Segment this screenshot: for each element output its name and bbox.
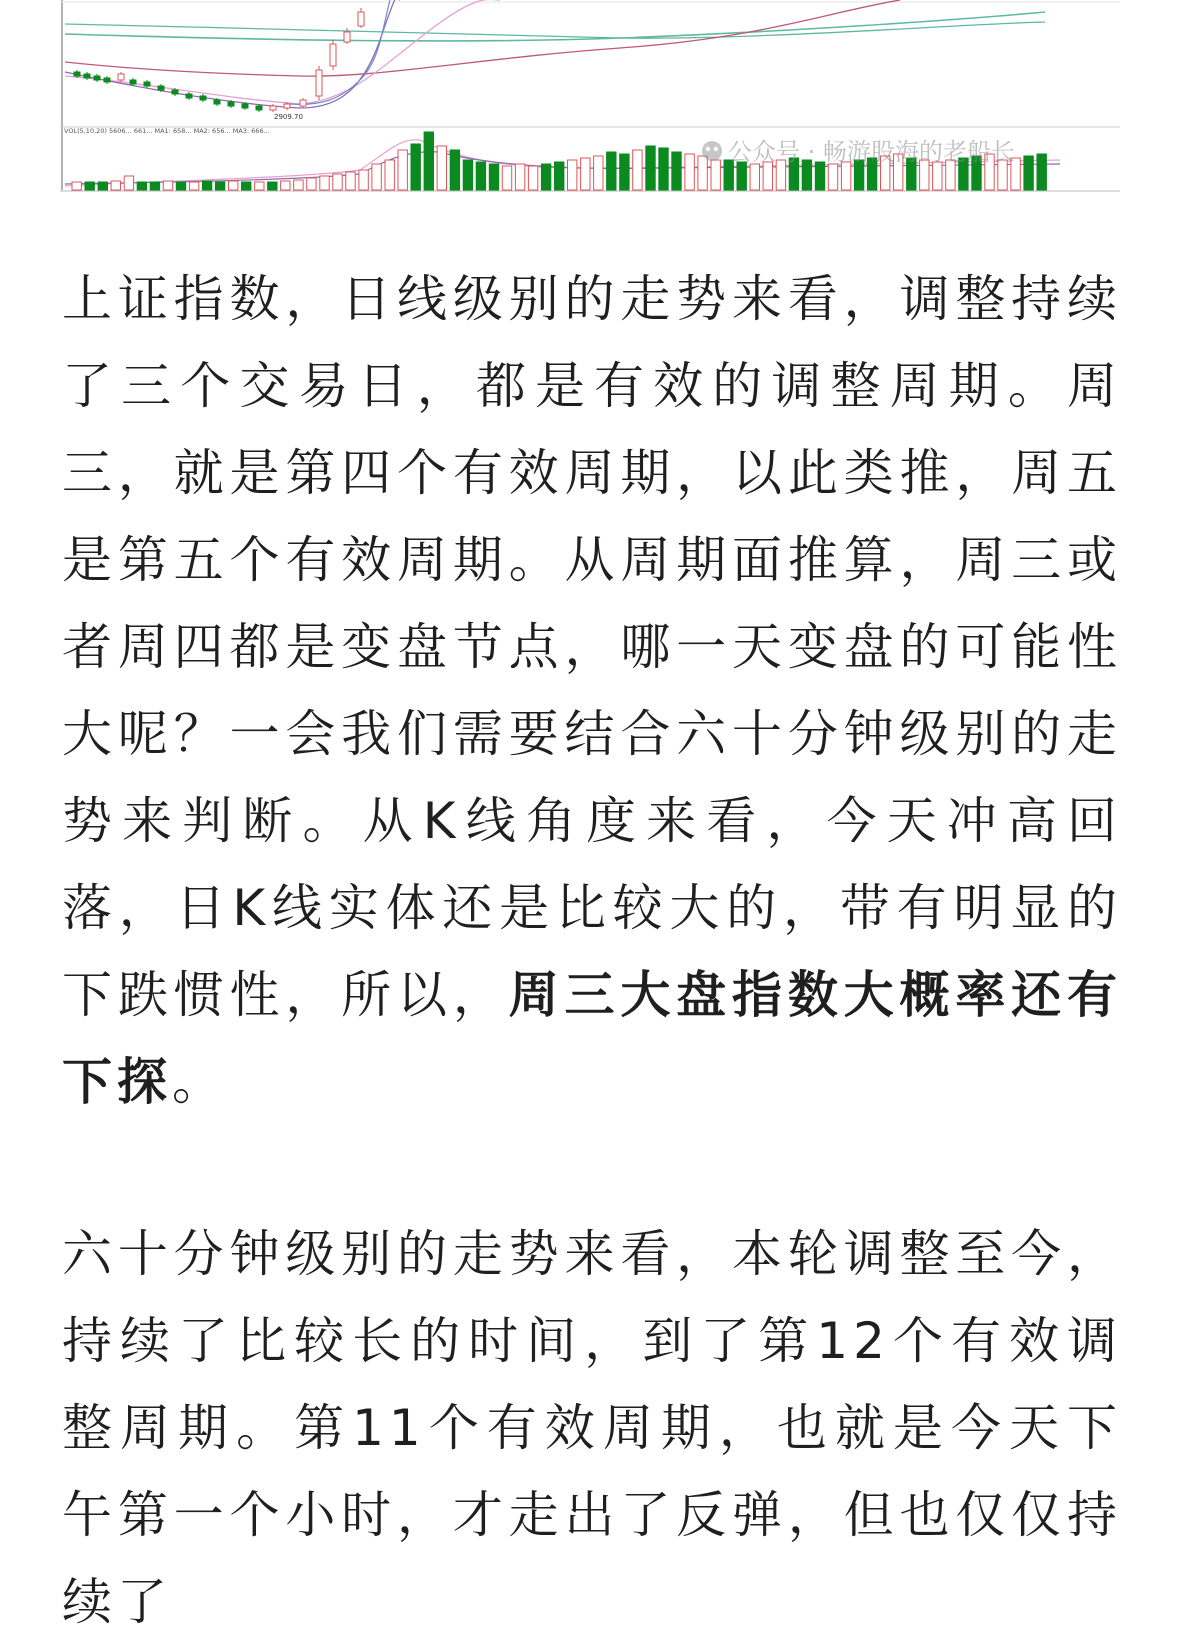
low-price-label: 2909.70 <box>274 113 303 121</box>
volume-bar <box>294 180 303 190</box>
volume-bar <box>815 162 824 190</box>
article-body <box>62 256 1122 1646</box>
volume-bar <box>763 162 772 190</box>
paragraph-1-text: 上证指数，日线级别的走势来看，调整持续了三个交易日，都是有效的调整周期。周三，就是第四个有效周期，以此类推，周五是第五个有效周期。从周期面推算，周三或者周四都是变盘节点，哪一天变盘的可能性大呢？一会我们需要结合六十分钟级别的走势来判断。从K线角度来看，今天冲高回落，日K线实体还是比较大的，带有明显的下跌惯性，所以， <box>62 270 1122 1024</box>
volume-bar <box>333 174 342 190</box>
volume-bar <box>202 181 211 190</box>
volume-bar <box>437 146 446 190</box>
volume-bar <box>528 166 537 190</box>
candle <box>104 78 110 82</box>
candle <box>144 82 150 86</box>
volume-bar <box>398 150 407 190</box>
volume-bar <box>385 160 394 190</box>
candle <box>300 100 306 106</box>
volume-bar <box>307 178 316 190</box>
volume-bar <box>72 182 81 190</box>
volume-bar <box>555 162 564 190</box>
paragraph-1-bold: 周三大盘指数大概率还有下探 <box>62 966 1123 1111</box>
candle <box>186 94 192 98</box>
volume-bar <box>841 162 850 190</box>
volume-bar <box>568 160 577 190</box>
volume-bar <box>111 181 120 190</box>
volume-bar <box>281 181 290 190</box>
paragraph-1 <box>62 256 1122 1126</box>
volume-bar <box>411 144 420 190</box>
volume-bar <box>607 152 616 190</box>
candle <box>172 90 178 94</box>
volume-bar <box>750 164 759 190</box>
volume-bar <box>685 154 694 190</box>
volume-bar <box>85 182 94 190</box>
volume-bar <box>255 182 264 190</box>
volume-bar <box>229 181 238 190</box>
volume-bar <box>581 158 590 190</box>
volume-bar <box>698 156 707 190</box>
volume-bar <box>541 164 550 190</box>
volume-bar <box>1024 156 1033 190</box>
volume-bar <box>424 132 433 190</box>
volume-bar <box>372 164 381 190</box>
kline-chart-image <box>60 0 1120 196</box>
candle <box>344 32 350 42</box>
paragraph-1-end: 。 <box>172 1053 227 1111</box>
volume-bar <box>124 176 133 190</box>
volume-bar <box>1037 154 1046 190</box>
volume-bar <box>828 164 837 190</box>
volume-bar <box>463 160 472 190</box>
volume-bar <box>502 166 511 190</box>
volume-info-bar: VOL(5,10,20) 5606... 661... MA1: 658... MA2: 656... MA3: 666... <box>64 127 270 135</box>
volume-bar <box>176 182 185 190</box>
candle <box>118 74 124 80</box>
volume-bar <box>189 182 198 190</box>
volume-bar <box>215 182 224 190</box>
watermark-text: 公众号 · 畅游股海的老船长 <box>728 138 1015 166</box>
candle <box>330 44 336 66</box>
candle <box>316 70 322 96</box>
volume-bar <box>633 150 642 190</box>
volume-bar <box>98 182 107 190</box>
volume-bar <box>450 150 459 190</box>
volume-bar <box>659 148 668 190</box>
volume-bar <box>320 176 329 190</box>
watermark <box>702 138 1015 166</box>
candle <box>158 86 164 90</box>
volume-bar <box>737 162 746 190</box>
volume-bar <box>672 152 681 190</box>
paragraph-2-text: 六十分钟级别的走势来看，本轮调整至今，持续了比较长的时间，到了第12个有效调整周期。第11个有效周期，也就是今天下午第一个小时，才走出了反弹，但也仅仅持续了 <box>62 1225 1122 1631</box>
volume-bar <box>476 162 485 190</box>
volume-bar <box>359 170 368 190</box>
candle <box>84 74 90 78</box>
candle <box>228 102 234 106</box>
candle <box>130 80 136 84</box>
volume-bar <box>150 182 159 190</box>
candle <box>256 106 262 110</box>
candle <box>94 76 100 80</box>
volume-bar <box>163 181 172 190</box>
volume-bar <box>268 182 277 190</box>
paragraph-2 <box>62 1211 1122 1646</box>
candle <box>200 96 206 100</box>
candle <box>214 100 220 104</box>
candle <box>284 104 290 108</box>
volume-bar <box>346 172 355 190</box>
volume-bar <box>242 182 251 190</box>
candle <box>74 72 80 76</box>
volume-bar <box>489 164 498 190</box>
volume-bar <box>620 154 629 190</box>
candle <box>358 12 364 26</box>
volume-bar <box>515 164 524 190</box>
volume-bar <box>137 182 146 190</box>
candle <box>270 106 276 110</box>
candle <box>242 104 248 108</box>
volume-bar <box>933 162 942 190</box>
volume-bar <box>711 160 720 190</box>
volume-bar <box>646 146 655 190</box>
volume-bar <box>594 156 603 190</box>
